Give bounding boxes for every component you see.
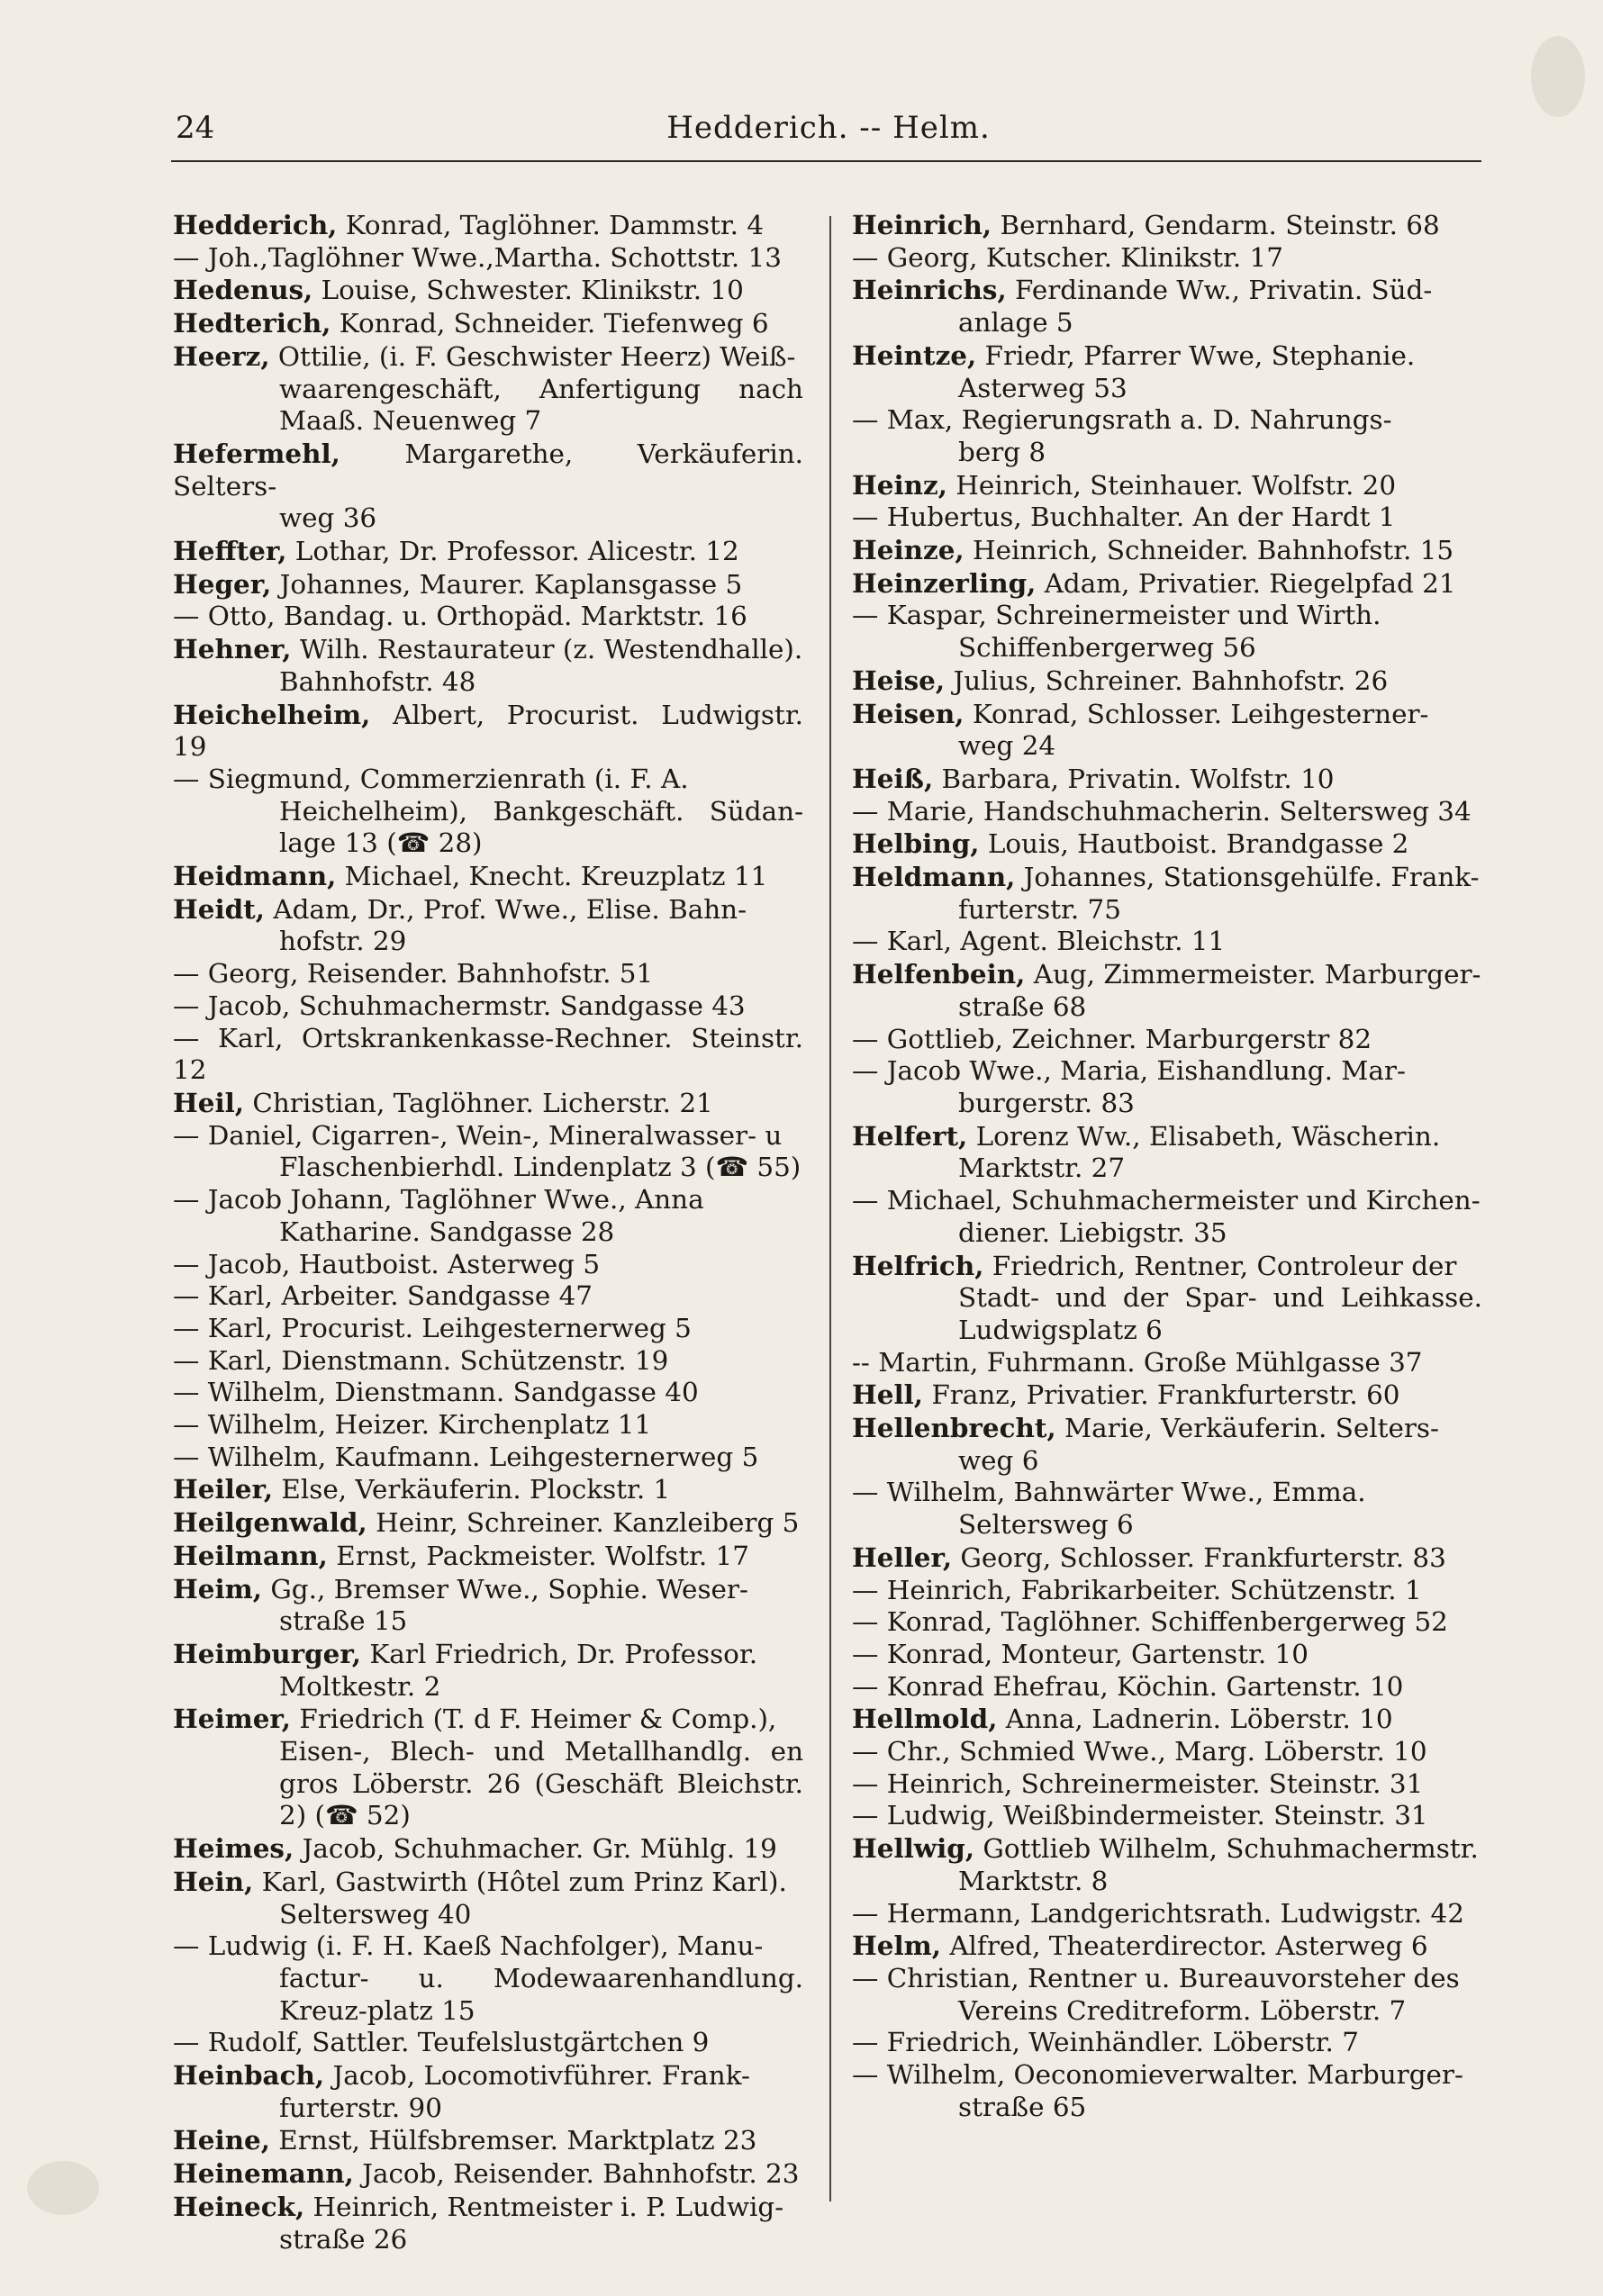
entry-details: — Max, Regierungsrath a. D. Nahrungs- (852, 404, 1392, 436)
entry-surname: Hellmold, (852, 1703, 998, 1735)
entry-continuation: Vereins Creditreform. Löberstr. 7 (958, 1994, 1407, 2026)
entry-details: Georg, Schlosser. Frankfurterstr. 83 (960, 1541, 1446, 1573)
directory-entry (852, 2059, 1482, 2123)
directory-entry (852, 1832, 1482, 1897)
directory-entry (173, 1703, 803, 1832)
entry-continuation: waarengeschäft, Anfertigung nach Maaß. Neuenweg 7 (279, 373, 803, 437)
entry-details: — Marie, Handschuhmacherin. Seltersweg 34 (852, 795, 1472, 827)
entry-surname: Heim, (173, 1572, 262, 1604)
directory-entry (852, 664, 1482, 698)
directory-entry (173, 2157, 803, 2191)
entry-details: — Hubertus, Buchhalter. An der Hardt 1 (852, 502, 1396, 533)
entry-details: Karl, Gastwirth (Hôtel zum Prinz Karl). (261, 1866, 787, 1897)
directory-entry (852, 1379, 1482, 1412)
entry-details: — Heinrich, Schreinermeister. Steinstr. 31 (852, 1767, 1424, 1799)
directory-entry (173, 1377, 803, 1409)
column-divider (829, 216, 831, 2201)
header-rule (171, 160, 1481, 162)
entry-continuation: weg 24 (958, 730, 1056, 762)
entry-details: — Wilhelm, Oeconomieverwalter. Marburger- (852, 2059, 1463, 2091)
entry-continuation: diener. Liebigstr. 35 (958, 1216, 1227, 1248)
entry-continuation: Heichelheim), Bankgeschäft. Südan-lage 13 (☎ 28) (279, 795, 803, 859)
entry-details: Konrad, Schlosser. Leihgesterner- (972, 698, 1429, 729)
directory-entry (173, 1473, 803, 1506)
directory-entry (173, 990, 803, 1023)
paper-stain (1531, 36, 1585, 117)
entry-details: — Ludwig, Weißbindermeister. Steinstr. 31 (852, 1800, 1428, 1831)
entry-details: Jacob, Locomotivführer. Frank- (332, 2060, 750, 2092)
directory-entry (173, 340, 803, 438)
entry-details: Gg., Bremser Wwe., Sophie. Weser- (270, 1573, 748, 1604)
directory-entry (852, 1185, 1482, 1249)
directory-entry (173, 209, 803, 242)
entry-surname: Heisen, (852, 697, 965, 729)
entry-details: — Karl, Dienstmann. Schützenstr. 19 (173, 1344, 669, 1376)
entry-continuation: burgerstr. 83 (958, 1087, 1135, 1118)
entry-surname: Heinz, (852, 468, 947, 501)
entry-surname: Heinrichs, (852, 274, 1007, 306)
entry-surname: Helm, (852, 1930, 941, 1962)
directory-entry (173, 1409, 803, 1442)
entry-continuation: Bahnhofstr. 48 (279, 665, 476, 697)
entry-details: — Karl, Procurist. Leihgesternerweg 5 (173, 1312, 692, 1343)
entry-details: — Joh.,Taglöhner Wwe.,Martha. Schottstr. 13 (173, 241, 782, 273)
entry-details: Ottilie, (i. F. Geschwister Heerz) Weiß- (277, 340, 796, 372)
entry-surname: Heil, (173, 1086, 245, 1118)
entry-details: — Karl, Agent. Bleichstr. 11 (852, 926, 1226, 957)
entry-details: Friedrich, Rentner, Controleur der (992, 1250, 1457, 1281)
entry-surname: Hein, (173, 1865, 254, 1897)
directory-entry (173, 860, 803, 893)
entry-continuation: Stadt- und der Spar- und Leihkasse. Ludwigsplatz 6 (958, 1282, 1482, 1345)
entry-surname: Heinemann, (173, 2157, 354, 2190)
entry-details: — Wilhelm, Kaufmann. Leihgesternerweg 5 (173, 1441, 759, 1472)
entry-details: Johannes, Maurer. Kaplansgasse 5 (279, 568, 743, 600)
entry-surname: Hellwig, (852, 1832, 975, 1865)
page-header (176, 106, 1481, 157)
entry-details: — Hermann, Landgerichtsrath. Ludwigstr. 42 (852, 1897, 1464, 1929)
directory-entry (852, 600, 1482, 664)
entry-details: — Karl, Ortskrankenkasse-Rechner. Steinstr. 12 (173, 1022, 803, 1086)
directory-entry (173, 1345, 803, 1378)
directory-entry (173, 1280, 803, 1313)
directory-entry (852, 1412, 1482, 1477)
directory-entry (173, 1573, 803, 1638)
entry-details: Jacob, Reisender. Bahnhofstr. 23 (362, 2158, 800, 2190)
entry-details: Johannes, Stationsgehülfe. Frank- (1023, 862, 1480, 893)
entry-surname: Heger, (173, 567, 272, 600)
entry-details: Adam, Privatier. Riegelpfad 21 (1044, 567, 1456, 599)
entry-details: — Wilhelm, Heizer. Kirchenplatz 11 (173, 1409, 652, 1441)
entry-continuation: straße 26 (279, 2223, 408, 2255)
entry-surname: Hedderich, (173, 209, 338, 240)
entry-surname: Heichelheim, (173, 698, 371, 730)
directory-entry (852, 827, 1482, 861)
directory-entry (852, 469, 1482, 502)
entry-details: Adam, Dr., Prof. Wwe., Elise. Bahn- (273, 893, 747, 925)
entry-surname: Heinrich, (852, 209, 992, 240)
entry-details: — Ludwig (i. F. H. Kaeß Nachfolger), Manu- (173, 1930, 764, 1962)
entry-surname: Hedenus, (173, 274, 313, 306)
entry-continuation: Eisen-, Blech- und Metallhandlg. en gros Löberstr. 26 (Geschäft Bleichstr. 2) (☎ 52) (279, 1736, 803, 1831)
directory-entry (173, 699, 803, 764)
entry-continuation: Katharine. Sandgasse 28 (279, 1216, 615, 1247)
entry-surname: Heinbach, (173, 2059, 325, 2092)
entry-details: Wilh. Restaurateur (z. Westendhalle). (299, 634, 803, 665)
entry-continuation: furterstr. 75 (958, 893, 1121, 925)
entry-details: Konrad, Schneider. Tiefenweg 6 (339, 308, 769, 339)
entry-continuation: straße 15 (279, 1605, 408, 1637)
entry-details: — Konrad, Monteur, Gartenstr. 10 (852, 1638, 1309, 1669)
entry-details: — Wilhelm, Dienstmann. Sandgasse 40 (173, 1377, 699, 1408)
entry-continuation: Marktstr. 8 (958, 1865, 1109, 1896)
directory-entry (173, 2059, 803, 2124)
entry-details: — Chr., Schmied Wwe., Marg. Löberstr. 10 (852, 1736, 1427, 1767)
directory-entry (852, 1575, 1482, 1607)
entry-details: — Konrad, Taglöhner. Schiffenbergerweg 52 (852, 1606, 1448, 1638)
entry-surname: Heimer, (173, 1703, 292, 1735)
entry-details: — Wilhelm, Bahnwärter Wwe., Emma. (852, 1477, 1366, 1508)
entry-surname: Heinzerling, (852, 566, 1037, 599)
entry-surname: Heintze, (852, 339, 977, 371)
entry-surname: Helfenbein, (852, 958, 1026, 990)
entry-continuation: hofstr. 29 (279, 926, 407, 957)
entry-continuation: Seltersweg 40 (279, 1898, 472, 1930)
directory-entry (852, 1541, 1482, 1575)
entry-details: Else, Verkäuferin. Plockstr. 1 (281, 1474, 671, 1505)
entry-surname: Heidmann, (173, 860, 337, 892)
entry-details: — Georg, Kutscher. Klinikstr. 17 (852, 241, 1283, 273)
directory-entry (173, 2027, 803, 2059)
directory-entry (852, 1606, 1482, 1639)
entry-surname: Heerz, (173, 339, 270, 372)
entry-details: — Otto, Bandag. u. Orthopäd. Marktstr. 16 (173, 601, 747, 632)
entry-details: Heinrich, Rentmeister i. P. Ludwig- (312, 2191, 784, 2222)
entry-details: Heinr, Schreiner. Kanzleiberg 5 (376, 1507, 800, 1539)
entry-details: Heinrich, Steinhauer. Wolfstr. 20 (955, 469, 1397, 501)
entry-continuation: straße 68 (958, 990, 1087, 1022)
entry-surname: Helfrich, (852, 1249, 984, 1281)
entry-details: — Christian, Rentner u. Bureauvorsteher des (852, 1962, 1460, 1993)
directory-entry (852, 763, 1482, 796)
entry-surname: Heffter, (173, 535, 287, 567)
entry-details: — Georg, Reisender. Bahnhofstr. 51 (173, 958, 654, 990)
directory-entry (173, 1832, 803, 1866)
directory-entry (852, 1347, 1482, 1379)
entry-surname: Heine, (173, 2124, 270, 2156)
entry-details: — Heinrich, Fabrikarbeiter. Schützenstr. 1 (852, 1574, 1422, 1605)
directory-entry (852, 502, 1482, 534)
entry-continuation: anlage 5 (958, 307, 1073, 339)
entry-surname: Heise, (852, 664, 946, 696)
directory-entry (852, 1055, 1482, 1119)
running-title: Hedderich. -- Helm. (666, 110, 991, 146)
directory-entry (852, 1963, 1482, 2027)
entry-details: Lorenz Ww., Elisabeth, Wäscherin. (975, 1120, 1441, 1152)
right-column (852, 209, 1482, 2123)
directory-entry (852, 1250, 1482, 1347)
entry-surname: Hefermehl, (173, 437, 340, 469)
directory-entry (173, 1442, 803, 1474)
entry-details: Karl Friedrich, Dr. Professor. (369, 1638, 758, 1669)
entry-details: Barbara, Privatin. Wolfstr. 10 (941, 763, 1335, 794)
directory-entry (852, 1736, 1482, 1768)
directory-entry (852, 1120, 1482, 1185)
entry-details: Bernhard, Gendarm. Steinstr. 68 (1000, 210, 1440, 240)
directory-entry (173, 242, 803, 275)
entry-continuation: Moltkestr. 2 (279, 1670, 441, 1702)
directory-entry (852, 1800, 1482, 1832)
directory-entry (852, 1024, 1482, 1056)
directory-entry (852, 404, 1482, 468)
directory-entry (173, 958, 803, 990)
entry-details: — Siegmund, Commerzienrath (i. F. A. (173, 763, 689, 794)
directory-entry (173, 568, 803, 601)
entry-details: — Michael, Schuhmachermeister und Kirchen- (852, 1185, 1481, 1216)
directory-entry (173, 1506, 803, 1540)
entry-surname: Heinze, (852, 534, 965, 566)
entry-details: Friedr, Pfarrer Wwe, Stephanie. (984, 339, 1416, 371)
entry-details: Franz, Privatier. Frankfurterstr. 60 (931, 1379, 1400, 1411)
entry-details: — Friedrich, Weinhändler. Löberstr. 7 (852, 2027, 1359, 2058)
entry-details: Ernst, Hülfsbremser. Marktplatz 23 (278, 2125, 757, 2156)
paper-stain (27, 2161, 99, 2215)
directory-entry (852, 2027, 1482, 2059)
left-column (173, 209, 803, 2255)
entry-surname: Heilmann, (173, 1539, 328, 1571)
entry-surname: Heller, (852, 1541, 953, 1573)
entry-details: Julius, Schreiner. Bahnhofstr. 26 (953, 664, 1389, 696)
entry-surname: Heldmann, (852, 861, 1016, 893)
entry-details: Ferdinande Ww., Privatin. Süd- (1015, 275, 1433, 306)
entry-details: — Jacob, Hautboist. Asterweg 5 (173, 1248, 601, 1279)
directory-entry (852, 926, 1482, 958)
entry-surname: Hell, (852, 1379, 924, 1411)
entry-details: — Jacob Wwe., Maria, Eishandlung. Mar- (852, 1055, 1406, 1087)
directory-entry (173, 274, 803, 307)
entry-details: — Daniel, Cigarren-, Wein-, Mineralwasser- u (173, 1119, 783, 1151)
entry-continuation: berg 8 (958, 436, 1046, 467)
entry-surname: Heimes, (173, 1832, 294, 1865)
entry-surname: Heimburger, (173, 1637, 361, 1669)
entry-details: Albert, Procurist. Ludwigstr. 19 (173, 699, 803, 763)
directory-entry (173, 438, 803, 535)
directory-entry (173, 601, 803, 633)
directory-entry (173, 1184, 803, 1248)
entry-details: Friedrich (T. d F. Heimer & Comp.), (299, 1704, 777, 1735)
entry-surname: Heiß, (852, 762, 934, 794)
directory-entry (852, 1703, 1482, 1736)
entry-details: Lothar, Dr. Professor. Alicestr. 12 (294, 536, 739, 567)
directory-entry (173, 1540, 803, 1573)
directory-entry (852, 534, 1482, 567)
entry-details: Louise, Schwester. Klinikstr. 10 (321, 275, 744, 306)
directory-entry (173, 633, 803, 698)
directory-entry (173, 2124, 803, 2157)
entry-continuation: Asterweg 53 (958, 372, 1128, 403)
directory-entry (852, 242, 1482, 275)
entry-surname: Heineck, (173, 2190, 305, 2222)
directory-entry (852, 1898, 1482, 1930)
directory-entry (173, 1087, 803, 1120)
entry-details: — Konrad Ehefrau, Köchin. Gartenstr. 10 (852, 1670, 1404, 1702)
directory-entry (173, 1023, 803, 1087)
entry-continuation: straße 65 (958, 2091, 1087, 2122)
entry-continuation: weg 36 (279, 502, 377, 534)
directory-entry (173, 764, 803, 860)
entry-details: — Karl, Arbeiter. Sandgasse 47 (173, 1280, 593, 1312)
entry-details: Aug, Zimmermeister. Marburger- (1033, 959, 1481, 990)
entry-continuation: Marktstr. 27 (958, 1153, 1126, 1184)
directory-entry (852, 1930, 1482, 1963)
directory-entry (173, 1638, 803, 1703)
directory-entry (852, 796, 1482, 828)
entry-details: — Jacob Johann, Taglöhner Wwe., Anna (173, 1184, 704, 1216)
entry-details: — Rudolf, Sattler. Teufelslustgärtchen 9 (173, 2027, 710, 2058)
directory-entry (852, 274, 1482, 339)
directory-entry (852, 1639, 1482, 1671)
entry-details: Konrad, Taglöhner. Dammstr. 4 (345, 210, 765, 240)
entry-surname: Heidt, (173, 892, 265, 925)
directory-entry (173, 1930, 803, 2027)
entry-continuation: Schiffenbergerweg 56 (958, 632, 1256, 664)
directory-entry (852, 698, 1482, 763)
entry-surname: Heiler, (173, 1473, 274, 1505)
directory-entry (852, 1671, 1482, 1704)
entry-details: Margarethe, Verkäuferin. Selters- (173, 438, 803, 502)
entry-details: — Jacob, Schuhmachermstr. Sandgasse 43 (173, 990, 746, 1021)
entry-details: — Kaspar, Schreinermeister und Wirth. (852, 600, 1381, 631)
directory-entry (173, 535, 803, 568)
entry-continuation: Flaschenbierhdl. Lindenplatz 3 (☎ 55) (279, 1152, 802, 1183)
entry-details: Louis, Hautboist. Brandgasse 2 (987, 828, 1409, 860)
entry-surname: Hehner, (173, 633, 292, 665)
entry-surname: Helfert, (852, 1119, 968, 1152)
entry-details: — Gottlieb, Zeichner. Marburgerstr 82 (852, 1023, 1372, 1054)
entry-details: Ernst, Packmeister. Wolfstr. 17 (336, 1540, 749, 1571)
directory-entry (173, 1249, 803, 1281)
entry-continuation: weg 6 (958, 1444, 1039, 1476)
directory-entry (173, 307, 803, 340)
directory-entry (173, 1120, 803, 1184)
directory-entry (852, 1768, 1482, 1801)
page-number: 24 (176, 110, 215, 146)
entry-details: Marie, Verkäuferin. Selters- (1064, 1413, 1439, 1444)
entry-surname: Heilgenwald, (173, 1506, 367, 1539)
directory-entry (852, 958, 1482, 1023)
entry-details: Gottlieb Wilhelm, Schuhmachermstr. (983, 1833, 1479, 1865)
entry-continuation: factur- u. Modewaarenhandlung. Kreuz-platz 15 (279, 1962, 803, 2026)
entry-details: Heinrich, Schneider. Bahnhofstr. 15 (972, 535, 1454, 566)
entry-surname: Hedterich, (173, 307, 331, 339)
entry-details: Anna, Ladnerin. Löberstr. 10 (1005, 1704, 1393, 1735)
directory-entry (173, 2191, 803, 2255)
entry-surname: Helbing, (852, 827, 980, 860)
entry-details: -- Martin, Fuhrmann. Große Mühlgasse 37 (852, 1346, 1423, 1378)
directory-entry (852, 339, 1482, 404)
directory-entry (173, 1866, 803, 1930)
entry-details: Michael, Knecht. Kreuzplatz 11 (344, 861, 768, 892)
directory-entry (852, 1477, 1482, 1541)
entry-details: Christian, Taglöhner. Licherstr. 21 (252, 1087, 713, 1118)
entry-continuation: furterstr. 90 (279, 2092, 442, 2123)
directory-entry (852, 861, 1482, 926)
entry-details: Jacob, Schuhmacher. Gr. Mühlg. 19 (302, 1833, 777, 1865)
entry-continuation: Seltersweg 6 (958, 1509, 1134, 1541)
directory-entry (852, 209, 1482, 242)
directory-entry (173, 893, 803, 958)
directory-entry (173, 1313, 803, 1345)
directory-entry (852, 567, 1482, 601)
entry-surname: Hellenbrecht, (852, 1412, 1056, 1444)
entry-details: Alfred, Theaterdirector. Asterweg 6 (949, 1930, 1428, 1962)
